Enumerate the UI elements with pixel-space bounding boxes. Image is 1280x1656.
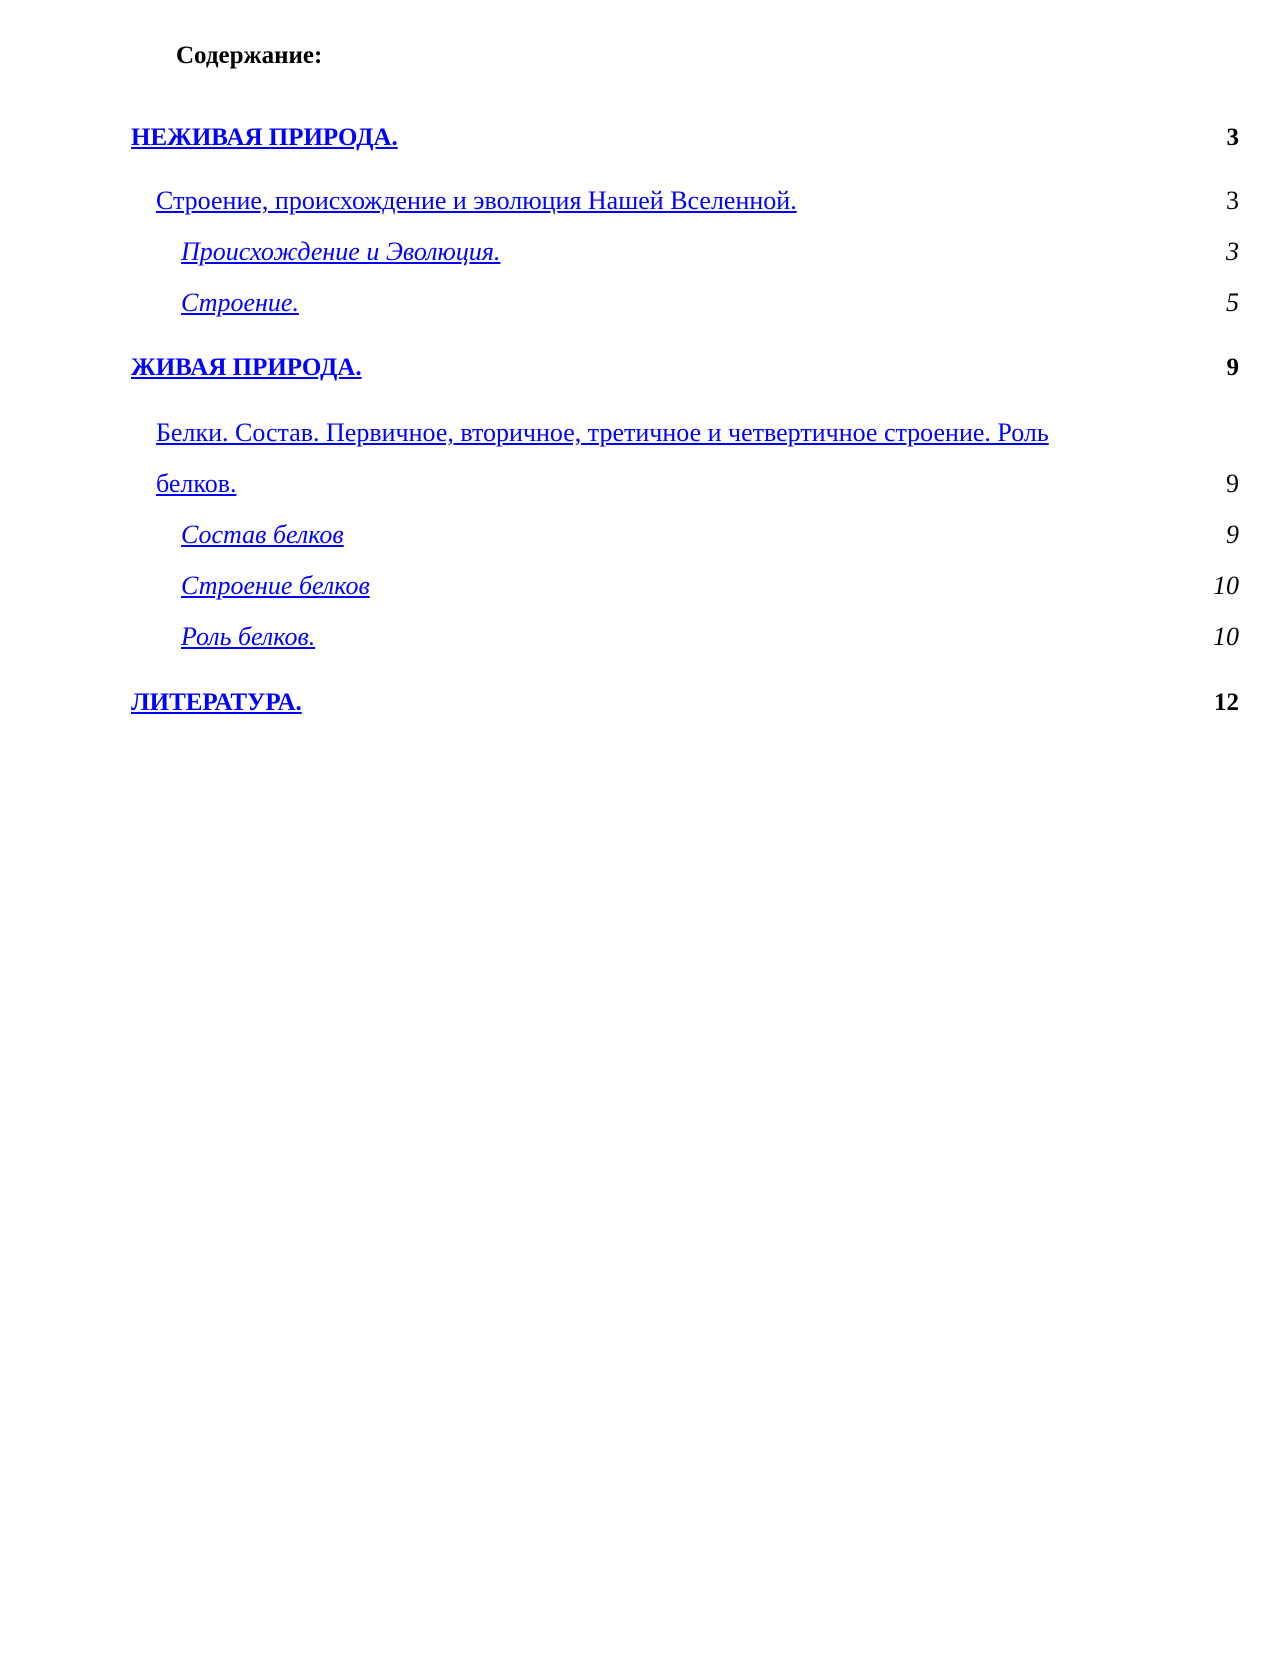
toc-page-number: 10: [1213, 571, 1239, 600]
toc-link-literatura[interactable]: ЛИТЕРАТУРА.: [131, 689, 302, 716]
toc-page-number: 3: [1226, 124, 1239, 151]
toc-link-stroenie-vselennoy[interactable]: Строение, происхождение и эволюция Нашей Вселенной.: [156, 186, 797, 215]
toc-link-rol-belkov[interactable]: Роль белков.: [181, 622, 316, 651]
toc-link-belki-line1[interactable]: Белки. Состав. Первичное, вторичное, третичное и четвертичное строение. Роль: [156, 418, 1049, 447]
toc-link-stroenie[interactable]: Строение.: [181, 288, 299, 317]
toc-entry: [0, 232, 1280, 272]
toc-page-number: 9: [1226, 469, 1239, 498]
toc-entry: [0, 617, 1280, 657]
toc-page-number: 9: [1226, 520, 1239, 549]
toc-entry: [0, 348, 1280, 388]
toc-page-number: 5: [1226, 288, 1239, 317]
toc-entry: [0, 683, 1280, 723]
toc-page-number: 3: [1226, 237, 1239, 266]
toc-entry: [0, 515, 1280, 555]
toc-link-zhivaya-priroda[interactable]: ЖИВАЯ ПРИРОДА.: [131, 354, 362, 381]
toc-title: Содержание:: [176, 42, 323, 69]
toc-page-number: 10: [1213, 622, 1239, 651]
toc-link-nezhivaya-priroda[interactable]: НЕЖИВАЯ ПРИРОДА.: [131, 124, 398, 151]
toc-entry: [0, 181, 1280, 221]
toc-link-stroenie-belkov[interactable]: Строение белков: [181, 571, 370, 600]
toc-link-belki-line2[interactable]: белков.: [156, 469, 237, 498]
toc-page-number: 12: [1214, 689, 1239, 716]
toc-entry: [0, 566, 1280, 606]
toc-entry: [0, 118, 1280, 158]
toc-entry: [0, 283, 1280, 323]
toc-entry: [0, 413, 1280, 505]
toc-page-number: 9: [1226, 354, 1239, 381]
toc-link-proiskhozhdenie[interactable]: Происхождение и Эволюция.: [181, 237, 501, 266]
toc-page-number: 3: [1226, 186, 1239, 215]
toc-link-sostav-belkov[interactable]: Состав белков: [181, 520, 344, 549]
